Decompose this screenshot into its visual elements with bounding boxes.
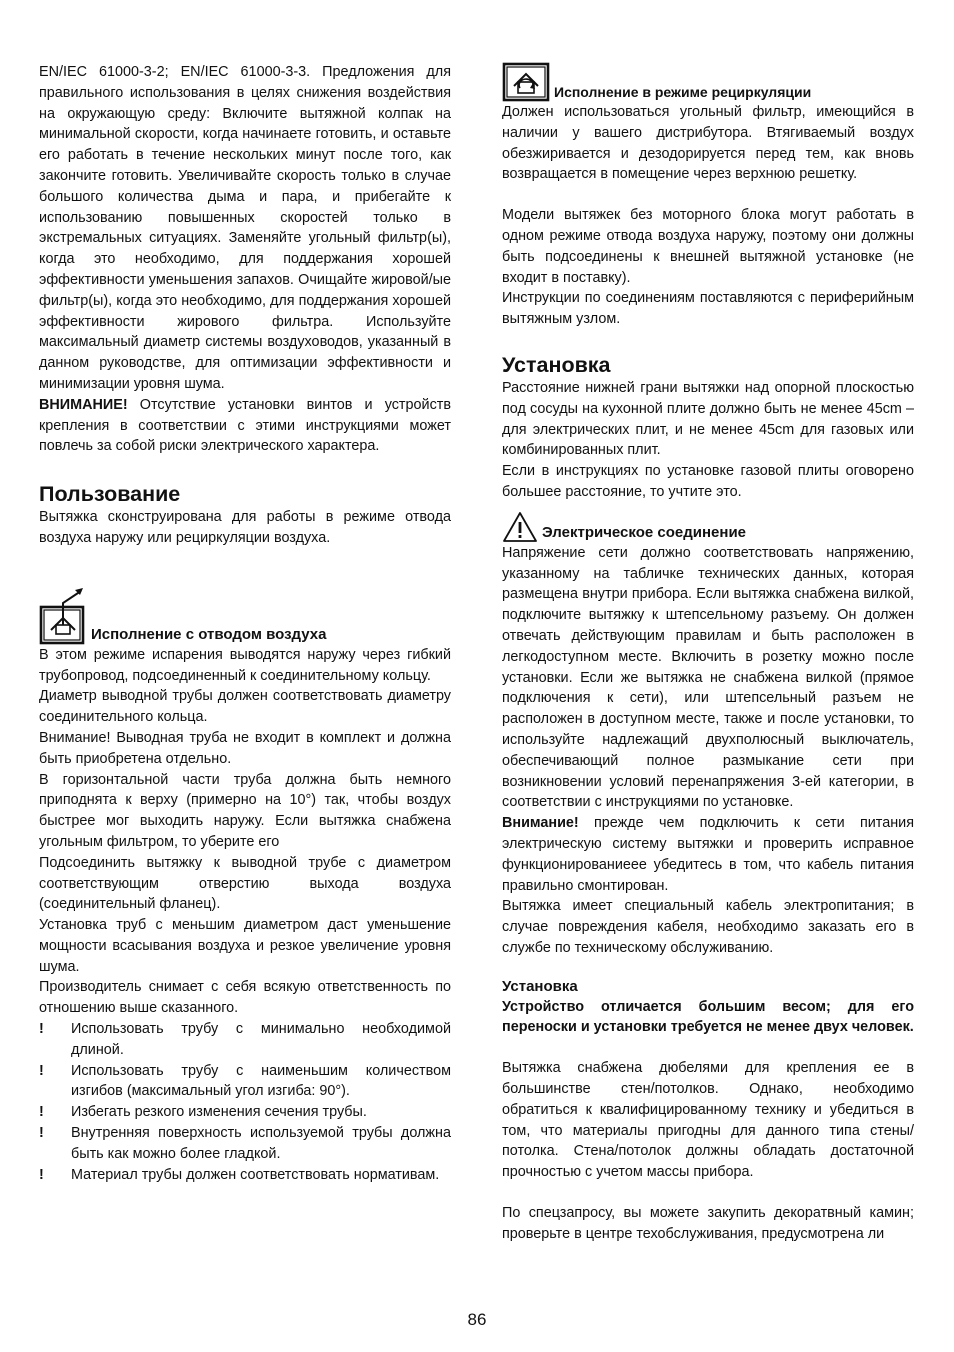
right-column <box>502 62 914 1245</box>
pipe-requirements-list <box>39 1019 451 1185</box>
list-item-text: Использовать трубу с наименьшим количеством изгибов (максимальный угол изгиба: 90°). <box>71 1062 451 1100</box>
list-item <box>39 1165 451 1186</box>
exhaust-heading-row <box>39 587 451 645</box>
exhaust-paragraph-4: В горизонтальной части труба должна быть немного приподнята к верху (примерно на 10°) так, чтобы воздух быстрее мог выходить наружу. Если вытяжка снабжена угольным фильтром, то уберите его <box>39 771 451 850</box>
warning-paragraph <box>39 395 451 457</box>
left-column <box>39 62 451 1185</box>
warning-label: ВНИМАНИЕ! <box>39 396 128 413</box>
bullet-marker: ! <box>39 1104 44 1121</box>
list-item-text: Внутренняя поверхность используемой трубы должна быть как можно более гладкой. <box>71 1125 451 1162</box>
mount-paragraph-2: По спецзапросу, вы можете закупить декоратвный камин; проверьте в центре техобслуживания, предусмотрена ли <box>502 1205 914 1242</box>
warning-triangle-icon <box>502 511 538 543</box>
bullet-marker: ! <box>39 1166 44 1183</box>
exhaust-paragraph-5: Подсоединить вытяжку к выводной трубе с диаметром соответствующим отверстию выхода воздуха (соединительный фланец). <box>39 854 451 913</box>
bullet-marker: ! <box>39 1021 44 1038</box>
usage-text: Вытяжка сконструирована для работы в режиме отвода воздуха наружу или рециркуляции воздуха. <box>39 509 451 546</box>
list-item-text: Материал трубы должен соответствовать нормативам. <box>71 1166 440 1183</box>
list-item <box>39 1102 451 1123</box>
list-item-text: Использовать трубу с минимально необходимой длиной. <box>71 1021 451 1058</box>
install-heading: Установка <box>502 352 611 377</box>
install-paragraph-1: Расстояние нижней грани вытяжки над опорной плоскостью под сосуды на кухонной плите должно быть не менее 45cm – для электрических плит, и не менее 45cm для газовых или комбинированных плит. <box>502 379 914 459</box>
recirculation-mode-icon <box>502 62 550 102</box>
exhaust-paragraph-6: Установка труб с меньшим диаметром даст уменьшение мощности всасывания воздуха и резкое увеличение уровня шума. <box>39 917 451 975</box>
mount-heading: Установка <box>502 977 578 995</box>
exhaust-paragraph-1: В этом режиме испарения выводятся наружу через гибкий трубопровод, подсоединенный к соединительному кольцу. <box>39 646 451 684</box>
recirc-heading-row <box>502 62 914 102</box>
exhaust-heading: Исполнение с отводом воздуха <box>91 625 327 643</box>
elec-warning-text: прежде чем подключить к сети питания электрическую систему вытяжки и проверить исправное функционированиеее убедитесь в том, что кабель питания правильно смонтирован. <box>502 815 914 894</box>
list-item <box>39 1019 451 1061</box>
install-paragraph-2: Если в инструкциях по установке газовой плиты оговорено большее расстояние, то учтите это. <box>502 463 914 500</box>
elec-paragraph-3: Вытяжка имеет специальный кабель электропитания; в случае повреждения кабеля, необходимо заказать его в службе по техническому обслуживанию. <box>502 898 914 956</box>
list-item-text: Избегать резкого изменения сечения трубы. <box>71 1104 367 1121</box>
page-number: 86 <box>467 1310 487 1329</box>
list-item <box>39 1061 451 1103</box>
usage-heading: Пользование <box>39 482 181 507</box>
recirc-paragraph-3: Инструкции по соединениям поставляются с периферийным вытяжным узлом. <box>502 290 914 328</box>
exhaust-paragraph-2: Диаметр выводной трубы должен соответствовать диаметру соединительного кольца. <box>39 688 451 726</box>
list-item <box>39 1123 451 1165</box>
elec-warning-paragraph <box>502 813 914 896</box>
elec-heading: Электрическое соединение <box>542 523 747 541</box>
mount-bold-paragraph: Устройство отличается большим весом; для его переноски и установки требуется не менее двух человек. <box>502 998 914 1036</box>
recirc-paragraph-2: Модели вытяжек без моторного блока могут работать в одном режиме отвода воздуха наружу, поэтому они должны быть подсоединены к внешней вытяжной установке (не входит в поставку). <box>502 207 914 286</box>
elec-paragraph-1: Напряжение сети должно соответствовать напряжению, указанному на табличке технических данных, которая размещена внутри прибора. Если вытяжка снабжена вилкой, подключите вытяжку к штепсельному разъему. Он должен отвечать действующим правилам и быть расположен в легкодоступном месте. Включить в розетку можно после установки. Если же вытяжка не снабжена вилкой (прямое подключения к сети), или штепсельный разъем не расположен в доступном месте, также и после установки, то используйте надлежащий двухполюсный выключатель, обеспечивающий полное размыкание сети при возникновении условий перенапряжения 3-ей категории, в соответствии с инструкциями по установке. <box>502 544 914 811</box>
exhaust-paragraph-7: Производитель снимает с себя всякую ответственность по отношению выше сказанного. <box>39 979 451 1017</box>
exhaust-paragraph-3: Внимание! Выводная труба не входит в комплект и должна быть приобретена отдельно. <box>39 729 451 767</box>
elec-warning-label: Внимание! <box>502 815 579 832</box>
elec-heading-row <box>502 511 914 543</box>
intro-paragraph: EN/IEC 61000-3-2; EN/IEC 61000-3-3. Предложения для правильного использования в целях снижения воздействия на окружающую среду: Включите вытяжной колпак на минимальной скорости, когда начинаете готовить, и оставьте его работать в течение нескольких минут после того, как закончите готовить. Увеличивайте скорость только в случае большого количества дыма и пара, и прибегайте к использованию повышенных скоростей только в экстремальных ситуациях. Заменяйте угольный фильтр(ы), когда это необходимо, для поддержания хорошей эффективности уменьшения запахов. Очищайте жировой/ые фильтр(ы), когда это необходимо, для поддержания хорошей эффективности жирового фильтра. Используйте максимальный диаметр системы воздуховодов, указанный в данном руководстве, для оптимизации эффективности и минимизации уровня шума. <box>39 64 451 392</box>
recirc-heading: Исполнение в режиме рециркуляции <box>554 84 812 100</box>
mount-paragraph-1: Вытяжка снабжена дюбелями для крепления ее в большинстве стен/потолков. Однако, необходимо обратиться к квалифицированному технику и убедиться в том, что материалы пригодны для данного типа стены/ потолка. Стена/потолок должны обладать достаточной прочностью с учетом массы прибора. <box>502 1060 914 1181</box>
warning-text: Отсутствие установки винтов и устройств крепления в соответствии с этими инструкциями может повлечь за собой риски электрического характера. <box>39 396 451 455</box>
recirc-paragraph-1: Должен использоваться угольный фильтр, имеющийся в наличии у вашего дистрибутора. Втягиваемый воздух обезжиривается и дезодорируется перед тем, как вновь возвращается в помещение через верхнюю решетку. <box>502 104 914 183</box>
exhaust-mode-icon <box>39 587 87 645</box>
bullet-marker: ! <box>39 1125 44 1142</box>
bullet-marker: ! <box>39 1062 44 1079</box>
